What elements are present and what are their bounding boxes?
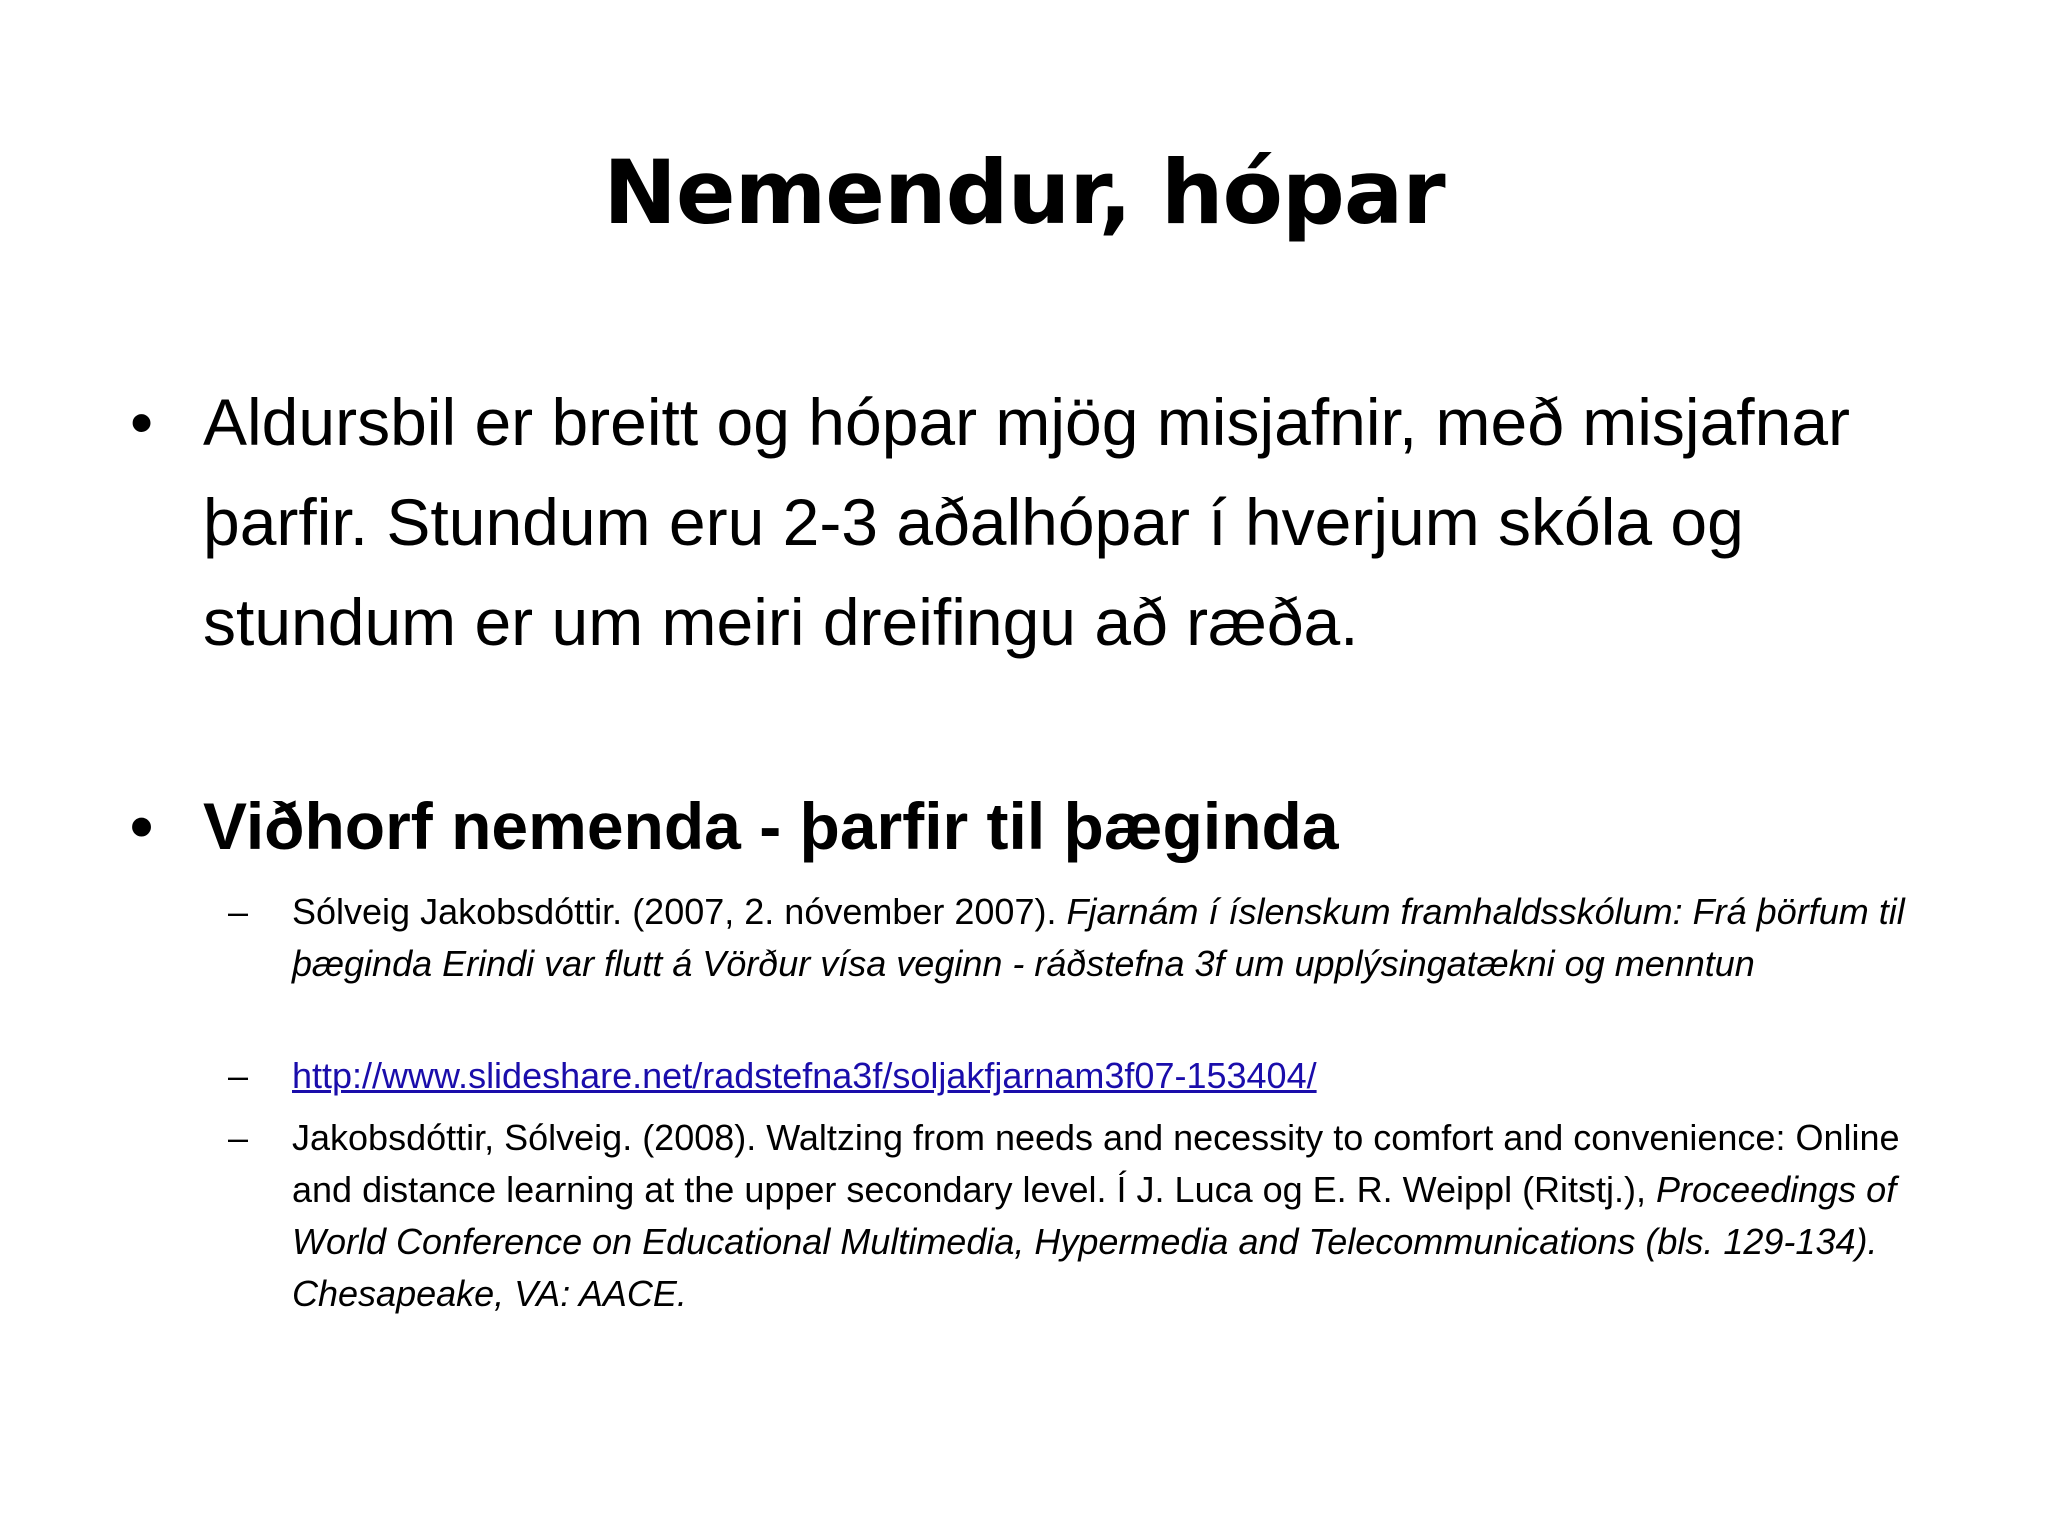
slide-title: Nemendur, hópar bbox=[603, 141, 1445, 244]
reference-author: Sólveig Jakobsdóttir. (2007, 2. nóvember 2007). bbox=[292, 891, 1067, 932]
reference-text bbox=[292, 886, 1952, 990]
reference-title: Proceedings of World Conference on Educational Multimedia, Hypermedia and Telecommunications (bls. 129-134). Chesapeake, VA: AACE. bbox=[292, 1169, 1897, 1314]
reference-author: Jakobsdóttir, Sólveig. (2008). Waltzing from needs and necessity to comfort and convenience: Online and distance learning at the upper secondary level. Í J. Luca og E. R. Weippl (Ritstj.), bbox=[292, 1117, 1900, 1210]
bullet-marker: • bbox=[130, 385, 154, 459]
reference-title: Fjarnám í íslenskum framhaldsskólum: Frá þörfum til þæginda Erindi var flutt á Vörður vísa veginn - ráðstefna 3f um upplýsingatækni og menntun bbox=[292, 891, 1905, 984]
reference-marker: – bbox=[228, 1117, 249, 1158]
reference-marker: – bbox=[228, 1055, 249, 1096]
bullet-text: Viðhorf nemenda - þarfir til þæginda bbox=[203, 789, 1339, 863]
bullet-text: Aldursbil er breitt og hópar mjög misjafnir, með misjafnar þarfir. Stundum eru 2-3 aðalhópar í hverjum skóla og stundum er um meiri dreifingu að ræða. bbox=[203, 385, 1851, 659]
reference-link[interactable]: http://www.slideshare.net/radstefna3f/soljakfjarnam3f07-153404/ bbox=[292, 1055, 1317, 1096]
reference-text bbox=[292, 1050, 1952, 1102]
reference-text bbox=[292, 1112, 1952, 1320]
bullet-marker: • bbox=[130, 789, 154, 863]
reference-marker: – bbox=[228, 891, 249, 932]
